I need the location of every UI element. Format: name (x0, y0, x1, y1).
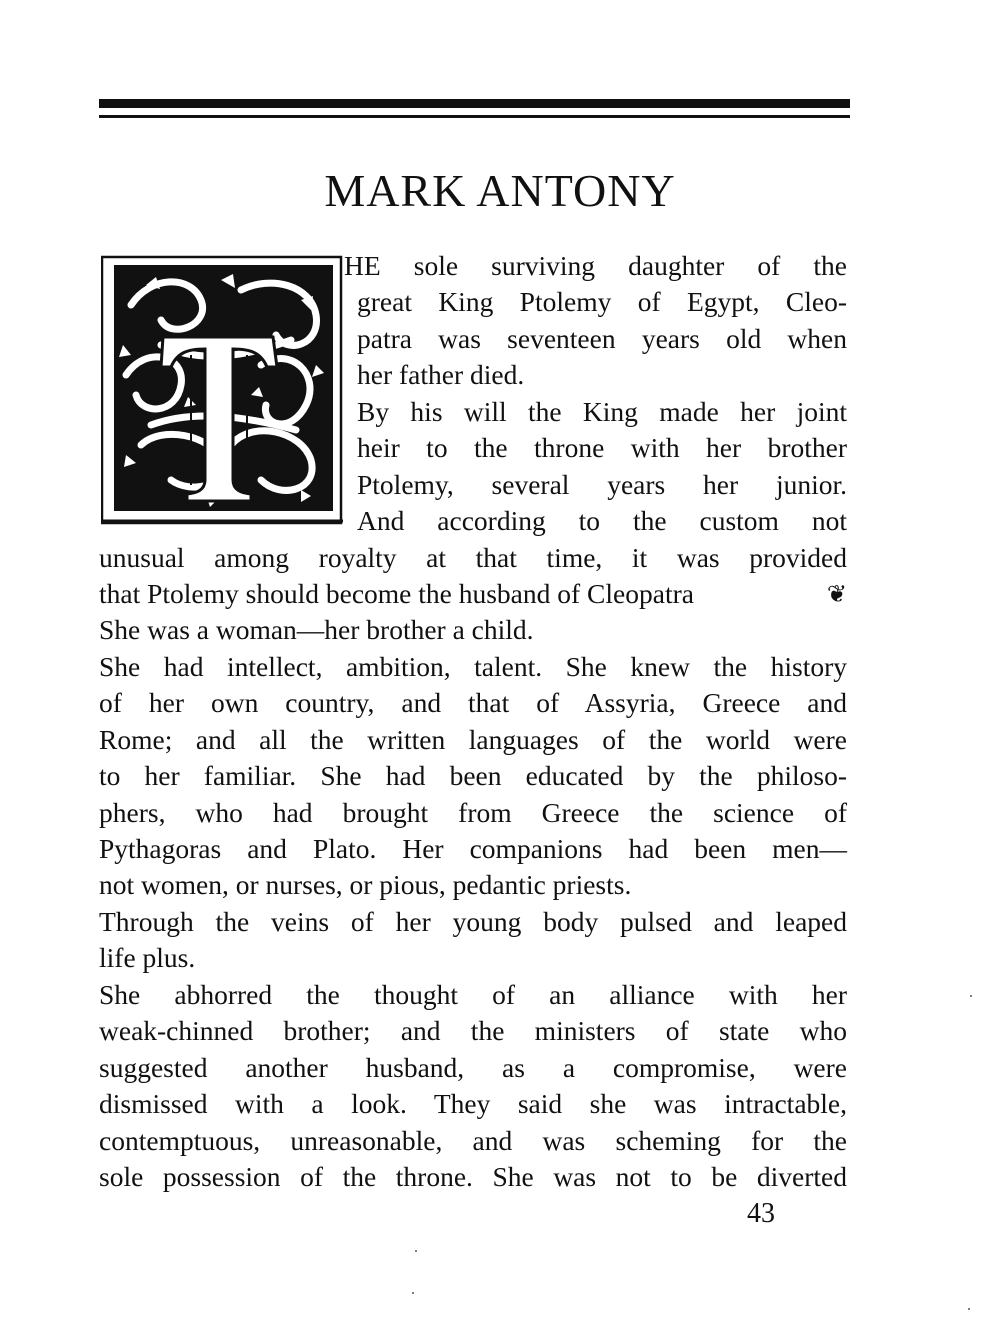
scan-speck (412, 1292, 414, 1294)
text-line: By his will the King made her joint (357, 395, 847, 427)
text-line: life plus. (99, 942, 196, 974)
text-line: She had intellect, ambition, talent. She knew the history (99, 650, 847, 682)
text-line: She was a woman—her brother a child. (99, 614, 534, 646)
text-line: her father died. (357, 359, 525, 391)
text-line-with-ornament (99, 576, 847, 612)
text-line: to her familiar. She had been educated by the philoso- (99, 760, 847, 792)
scan-speck (968, 1308, 970, 1310)
header-rule-thin (99, 115, 850, 118)
text-line: Pythagoras and Plato. Her companions had been men— (99, 833, 847, 864)
text-line: that Ptolemy should become the husband of Cleopatra (99, 577, 694, 609)
text-line: HE sole surviving daughter of the (344, 250, 847, 281)
scan-speck (415, 1250, 417, 1252)
text-line: suggested another husband, as a compromise, were (99, 1051, 847, 1083)
drop-cap-letter-text: T (101, 245, 102, 246)
text-line: of her own country, and that of Assyria, Greece and (99, 687, 847, 719)
text-line: Rome; and all the written languages of the world were (99, 723, 847, 755)
text-line: great King Ptolemy of Egypt, Cleo- (357, 286, 847, 318)
text-line: Through the veins of her young body pulsed and leaped (99, 905, 847, 937)
text-line: She abhorred the thought of an alliance with her (99, 978, 847, 1010)
text-line: contemptuous, unreasonable, and was scheming for the (99, 1124, 847, 1156)
scan-speck (970, 995, 972, 997)
text-line: weak-chinned brother; and the ministers of state who (99, 1015, 847, 1047)
text-line: phers, who had brought from Greece the science of (99, 796, 847, 828)
text-line: And according to the custom not (357, 505, 847, 537)
text-line: sole possession of the throne. She was not to be diverted (99, 1160, 847, 1192)
page-number: 43 (747, 1198, 775, 1229)
body-text (99, 248, 847, 1195)
header-rule-thick (99, 99, 850, 108)
fleuron-ornament-icon: ❦ (826, 579, 847, 608)
text-line: patra was seventeen years old when (357, 322, 847, 354)
text-line: not women, or nurses, or pious, pedantic priests. (99, 869, 632, 901)
text-line: heir to the throne with her brother (357, 432, 847, 464)
text-line: Ptolemy, several years her junior. (357, 468, 847, 500)
text-line: unusual among royalty at that time, it was provided (99, 541, 847, 573)
text-line: dismissed with a look. They said she was intractable, (99, 1088, 847, 1120)
chapter-title: MARK ANTONY (324, 165, 676, 216)
